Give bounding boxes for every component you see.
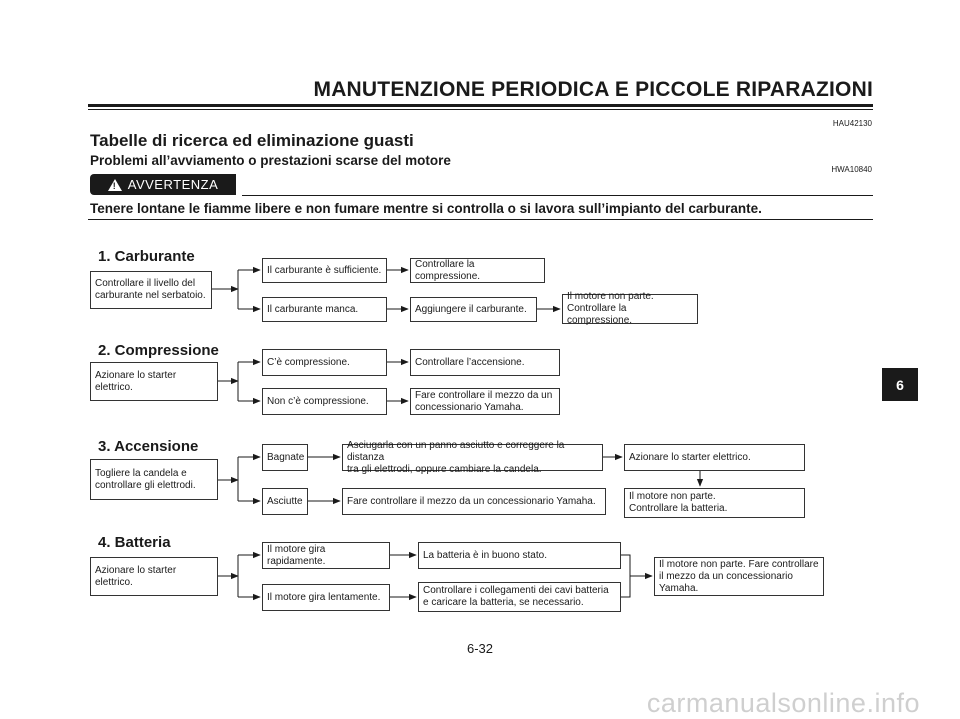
s3-result-dry-plug: Asciugarla con un panno asciutto e correggere la distanza tra gli elettrodi, oppure cambiare la candela.	[342, 444, 603, 471]
s1-branch-lacking: Il carburante manca.	[262, 297, 387, 322]
section-2-title: 2. Compressione	[98, 342, 219, 359]
s2-branch-compression: C’è compressione.	[262, 349, 387, 376]
s1-branch-sufficient: Il carburante è sufficiente.	[262, 258, 387, 283]
watermark: carmanualsonline.info	[646, 688, 920, 718]
code-hwa: HWA10840	[831, 165, 872, 174]
section-title: Tabelle di ricerca ed eliminazione guasti	[90, 131, 414, 150]
s3-result-dealer: Fare controllare il mezzo da un concessionario Yamaha.	[342, 488, 606, 515]
chapter-tab: 6	[882, 368, 918, 401]
s1-result-engine-no-start: Il motore non parte. Controllare la compressione.	[562, 294, 698, 324]
warning-triangle-icon: !	[108, 179, 122, 191]
s2-branch-no-compression: Non c’è compressione.	[262, 388, 387, 415]
section-subtitle: Problemi all’avviamento o prestazioni scarse del motore	[90, 153, 451, 168]
s2-result-check-ignition: Controllare l’accensione.	[410, 349, 560, 376]
chapter-header-title: MANUTENZIONE PERIODICA E PICCOLE RIPARAZIONI	[313, 78, 873, 101]
s3-branch-dry: Asciutte	[262, 488, 308, 515]
s2-start-box: Azionare lo starter elettrico.	[90, 362, 218, 401]
section-3-title: 3. Accensione	[98, 438, 199, 455]
code-hau: HAU42130	[832, 119, 872, 128]
s3-start-box: Togliere la candela e controllare gli elettrodi.	[90, 459, 218, 500]
s1-start-box: Controllare il livello del carburante nel serbatoio.	[90, 271, 212, 309]
section-1-title: 1. Carburante	[98, 248, 195, 265]
s1-result-add-fuel: Aggiungere il carburante.	[410, 297, 537, 322]
s3-result-check-battery: Il motore non parte. Controllare la batteria.	[624, 488, 805, 518]
s4-result-check-cables: Controllare i collegamenti dei cavi batteria e caricare la batteria, se necessario.	[418, 582, 621, 612]
s4-start-box: Azionare lo starter elettrico.	[90, 557, 218, 596]
s4-result-battery-ok: La batteria è in buono stato.	[418, 542, 621, 569]
s4-branch-fast: Il motore gira rapidamente.	[262, 542, 390, 569]
s4-branch-slow: Il motore gira lentamente.	[262, 584, 390, 611]
warning-label: AVVERTENZA	[127, 177, 219, 192]
s2-result-dealer: Fare controllare il mezzo da un concessionario Yamaha.	[410, 388, 560, 415]
s3-result-start-starter: Azionare lo starter elettrico.	[624, 444, 805, 471]
section-4-title: 4. Batteria	[98, 534, 171, 551]
s1-result-check-compression: Controllare la compressione.	[410, 258, 545, 283]
warning-text: Tenere lontane le fiamme libere e non fumare mentre si controlla o si lavora sull’impianto del carburante.	[90, 201, 762, 216]
s3-branch-wet: Bagnate	[262, 444, 308, 471]
page-number: 6-32	[466, 641, 494, 656]
s4-result-dealer: Il motore non parte. Fare controllare il mezzo da un concessionario Yamaha.	[654, 557, 824, 596]
